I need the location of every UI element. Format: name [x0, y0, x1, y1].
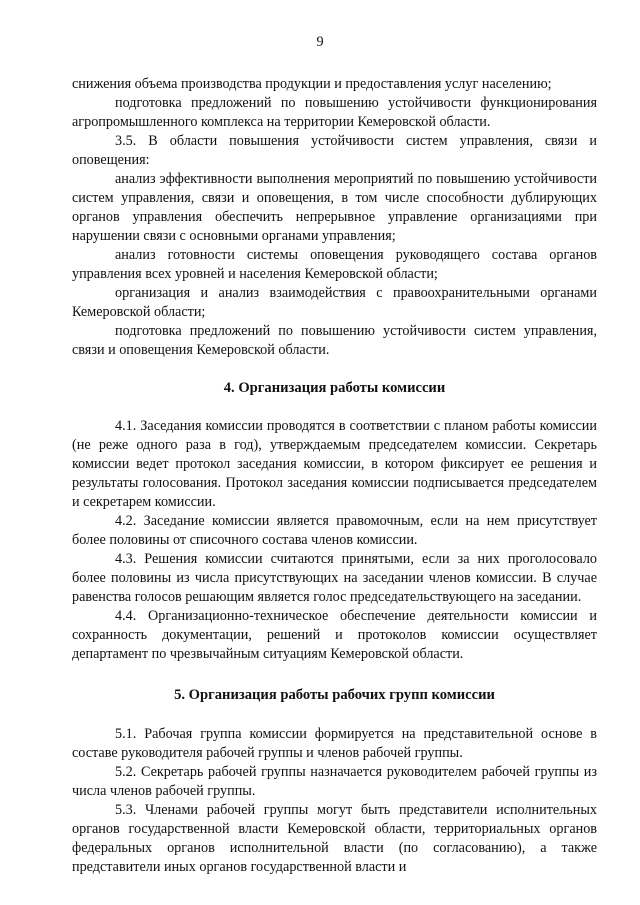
paragraph: 5.1. Рабочая группа комиссии формируется на представительной основе в составе руководителя рабочей группы и членов рабочей группы.: [72, 726, 597, 761]
paragraph: снижения объема производства продукции и предоставления услуг населению;: [72, 76, 552, 92]
paragraph: 5.3. Членами рабочей группы могут быть представители исполнительных органов государственной власти Кемеровской области, территориальных органов федеральных органов исполнительной власти (по согласованию), а также представители иных органов государственной власти и: [72, 802, 597, 875]
paragraph: организация и анализ взаимодействия с правоохранительными органами Кемеровской области;: [72, 285, 597, 320]
document-body: [72, 75, 597, 877]
paragraph: 4.2. Заседание комиссии является правомочным, если на нем присутствует более половины от списочного состава членов комиссии.: [72, 513, 597, 548]
paragraph: анализ готовности системы оповещения руководящего состава органов управления всех уровней и населения Кемеровской области;: [72, 247, 597, 282]
paragraph: 4.3. Решения комиссии считаются принятыми, если за них проголосовало более половины из числа присутствующих на заседании членов комиссии. В случае равенства голосов решающим является голос председательствующего на заседании.: [72, 551, 597, 605]
paragraph: подготовка предложений по повышению устойчивости функционирования агропромышленного комплекса на территории Кемеровской области.: [72, 95, 597, 130]
paragraph: 5.2. Секретарь рабочей группы назначается руководителем рабочей группы из числа членов рабочей группы.: [72, 764, 597, 799]
paragraph: 4.1. Заседания комиссии проводятся в соответствии с планом работы комиссии (не реже одного раза в год), утверждаемым председателем комиссии. Секретарь комиссии ведет протокол заседания комиссии, в котором фиксирует ее решения и результаты голосования. Протокол заседания комиссии подписывается председателем и секретарем комиссии.: [72, 418, 597, 510]
paragraph: 3.5. В области повышения устойчивости систем управления, связи и оповещения:: [72, 133, 597, 168]
paragraph: анализ эффективности выполнения мероприятий по повышению устойчивости систем управления, связи и оповещения, в том числе способности дублирующих органов управления обеспечить непрерывное управление организациями при нарушении связи с основными органами управления;: [72, 171, 597, 244]
paragraph: подготовка предложений по повышению устойчивости систем управления, связи и оповещения Кемеровской области.: [72, 323, 597, 358]
section-heading-5: 5. Организация работы рабочих групп комиссии: [174, 687, 495, 703]
page-number: 9: [316, 34, 324, 50]
section-heading-4: 4. Организация работы комиссии: [223, 380, 446, 396]
paragraph: 4.4. Организационно-техническое обеспечение деятельности комиссии и сохранность документации, решений и протоколов комиссии осуществляет департамент по чрезвычайным ситуациям Кемеровской области.: [72, 608, 597, 662]
